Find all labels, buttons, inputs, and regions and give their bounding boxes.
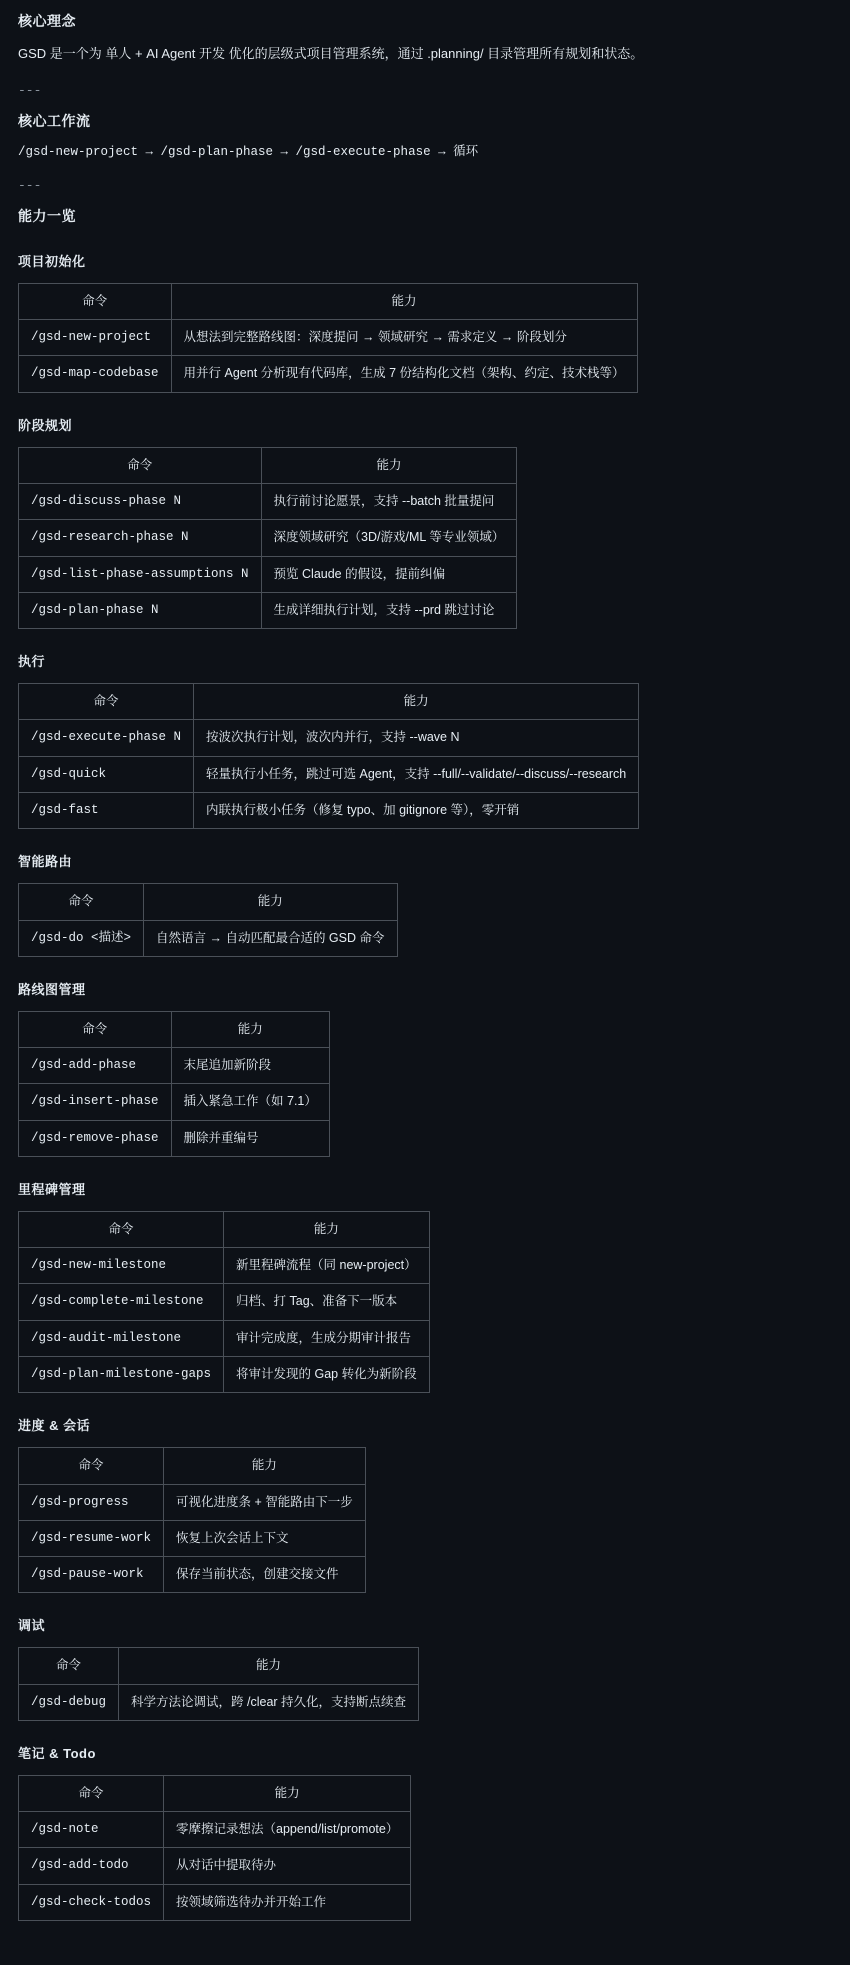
capability-cell: 按领域筛选待办并开始工作 <box>164 1884 411 1920</box>
capability-cell: 可视化进度条 + 智能路由下一步 <box>164 1484 366 1520</box>
command-cell[interactable]: /gsd-new-milestone <box>19 1248 224 1284</box>
command-cell[interactable]: /gsd-check-todos <box>19 1884 164 1920</box>
core-concept-heading: 核心理念 <box>18 13 76 29</box>
table-row <box>19 1284 430 1320</box>
section-heading: 路线图管理 <box>18 981 86 997</box>
command-cell[interactable]: /gsd-do <描述> <box>19 920 144 956</box>
command-cell[interactable]: /gsd-fast <box>19 792 194 828</box>
command-table <box>18 447 517 629</box>
column-header-capability: 能力 <box>164 1448 366 1484</box>
command-cell[interactable]: /gsd-remove-phase <box>19 1120 172 1156</box>
command-cell[interactable]: /gsd-note <box>19 1812 164 1848</box>
core-flow-text: /gsd-new-project → /gsd-plan-phase → /gsd-execute-phase → 循环 <box>18 144 479 159</box>
section-heading: 项目初始化 <box>18 253 86 269</box>
table-header-row <box>19 684 639 720</box>
table-row <box>19 1812 411 1848</box>
table-row <box>19 1848 411 1884</box>
capability-cell: 生成详细执行计划，支持 --prd 跳过讨论 <box>261 592 517 628</box>
column-header-command: 命令 <box>19 1448 164 1484</box>
column-header-capability: 能力 <box>144 884 397 920</box>
table-row <box>19 320 638 356</box>
table-row <box>19 720 639 756</box>
capability-cell: 从对话中提取待办 <box>164 1848 411 1884</box>
command-cell[interactable]: /gsd-research-phase N <box>19 520 262 556</box>
capability-cell: 预览 Claude 的假设，提前纠偏 <box>261 556 517 592</box>
table-row <box>19 1684 419 1720</box>
column-header-capability: 能力 <box>224 1211 430 1247</box>
capability-cell: 内联执行极小任务（修复 typo、加 gitignore 等），零开销 <box>194 792 639 828</box>
command-table <box>18 1775 411 1921</box>
column-header-command: 命令 <box>19 1011 172 1047</box>
table-row <box>19 1484 366 1520</box>
capability-cell: 执行前讨论愿景，支持 --batch 批量提问 <box>261 484 517 520</box>
capability-cell: 轻量执行小任务，跳过可选 Agent，支持 --full/--validate/--discuss/--research <box>194 756 639 792</box>
command-cell[interactable]: /gsd-quick <box>19 756 194 792</box>
command-cell[interactable]: /gsd-audit-milestone <box>19 1320 224 1356</box>
sections-container <box>18 251 832 1921</box>
table-row <box>19 792 639 828</box>
core-concept-text: GSD 是一个为 单人 + AI Agent 开发 优化的层级式项目管理系统，通过 .planning/ 目录管理所有规划和状态。 <box>18 45 644 61</box>
column-header-command: 命令 <box>19 1775 164 1811</box>
table-header-row <box>19 447 517 483</box>
command-cell[interactable]: /gsd-insert-phase <box>19 1084 172 1120</box>
command-cell[interactable]: /gsd-plan-phase N <box>19 592 262 628</box>
column-header-capability: 能力 <box>119 1648 419 1684</box>
column-header-command: 命令 <box>19 684 194 720</box>
capability-cell: 新里程碑流程（同 new-project） <box>224 1248 430 1284</box>
section-heading: 执行 <box>18 654 46 670</box>
command-cell[interactable]: /gsd-add-todo <box>19 1848 164 1884</box>
table-header-row <box>19 1011 330 1047</box>
capability-cell: 恢复上次会话上下文 <box>164 1520 366 1556</box>
section-heading: 阶段规划 <box>18 417 73 433</box>
table-row <box>19 1048 330 1084</box>
table-row <box>19 556 517 592</box>
section-heading: 调试 <box>18 1618 46 1634</box>
command-table <box>18 883 398 957</box>
command-cell[interactable]: /gsd-map-codebase <box>19 356 172 392</box>
table-row <box>19 1248 430 1284</box>
section-heading: 里程碑管理 <box>18 1181 86 1197</box>
table-row <box>19 756 639 792</box>
divider-1: --- <box>18 82 42 98</box>
command-cell[interactable]: /gsd-add-phase <box>19 1048 172 1084</box>
command-table <box>18 1011 330 1157</box>
capability-cell: 按波次执行计划，波次内并行，支持 --wave N <box>194 720 639 756</box>
core-flow-heading: 核心工作流 <box>18 112 91 129</box>
column-header-command: 命令 <box>19 447 262 483</box>
command-cell[interactable]: /gsd-resume-work <box>19 1520 164 1556</box>
section-heading: 进度 & 会话 <box>18 1418 91 1434</box>
command-table <box>18 1647 419 1721</box>
capability-cell: 深度领域研究（3D/游戏/ML 等专业领域） <box>261 520 517 556</box>
capability-cell: 末尾追加新阶段 <box>171 1048 329 1084</box>
command-cell[interactable]: /gsd-debug <box>19 1684 119 1720</box>
command-cell[interactable]: /gsd-complete-milestone <box>19 1284 224 1320</box>
capability-cell: 插入紧急工作（如 7.1） <box>171 1084 329 1120</box>
table-header-row <box>19 884 398 920</box>
table-row <box>19 1320 430 1356</box>
command-table <box>18 1211 430 1393</box>
table-header-row <box>19 1211 430 1247</box>
table-row <box>19 592 517 628</box>
table-row <box>19 356 638 392</box>
capability-cell: 审计完成度，生成分期审计报告 <box>224 1320 430 1356</box>
capability-cell: 零摩擦记录想法（append/list/promote） <box>164 1812 411 1848</box>
column-header-command: 命令 <box>19 283 172 319</box>
table-header-row <box>19 1775 411 1811</box>
table-header-row <box>19 283 638 319</box>
table-row <box>19 1884 411 1920</box>
table-header-row <box>19 1648 419 1684</box>
table-row <box>19 1084 330 1120</box>
capability-cell: 归档、打 Tag、准备下一版本 <box>224 1284 430 1320</box>
column-header-capability: 能力 <box>194 684 639 720</box>
capabilities-heading: 能力一览 <box>18 208 76 225</box>
column-header-command: 命令 <box>19 884 144 920</box>
divider-2: --- <box>18 177 42 193</box>
command-cell[interactable]: /gsd-plan-milestone-gaps <box>19 1356 224 1392</box>
command-cell[interactable]: /gsd-discuss-phase N <box>19 484 262 520</box>
command-cell[interactable]: /gsd-progress <box>19 1484 164 1520</box>
table-row <box>19 520 517 556</box>
command-cell[interactable]: /gsd-list-phase-assumptions N <box>19 556 262 592</box>
column-header-command: 命令 <box>19 1648 119 1684</box>
table-row <box>19 1120 330 1156</box>
command-cell[interactable]: /gsd-execute-phase N <box>19 720 194 756</box>
capability-cell: 科学方法论调试，跨 /clear 持久化，支持断点续查 <box>119 1684 419 1720</box>
command-table <box>18 283 638 393</box>
column-header-capability: 能力 <box>171 1011 329 1047</box>
column-header-capability: 能力 <box>261 447 517 483</box>
table-row <box>19 1520 366 1556</box>
table-row <box>19 1557 366 1593</box>
capability-cell: 保存当前状态，创建交接文件 <box>164 1557 366 1593</box>
command-table <box>18 683 639 829</box>
table-header-row <box>19 1448 366 1484</box>
command-cell[interactable]: /gsd-new-project <box>19 320 172 356</box>
capability-cell: 将审计发现的 Gap 转化为新阶段 <box>224 1356 430 1392</box>
command-cell[interactable]: /gsd-pause-work <box>19 1557 164 1593</box>
section-heading: 智能路由 <box>18 854 73 870</box>
capability-cell: 从想法到完整路线图：深度提问 → 领域研究 → 需求定义 → 阶段划分 <box>171 320 637 356</box>
capability-cell: 自然语言 → 自动匹配最合适的 GSD 命令 <box>144 920 397 956</box>
capability-cell: 用并行 Agent 分析现有代码库，生成 7 份结构化文档（架构、约定、技术栈等） <box>171 356 637 392</box>
table-row <box>19 1356 430 1392</box>
table-row <box>19 920 398 956</box>
command-table <box>18 1447 366 1593</box>
column-header-command: 命令 <box>19 1211 224 1247</box>
capability-cell: 删除并重编号 <box>171 1120 329 1156</box>
column-header-capability: 能力 <box>164 1775 411 1811</box>
column-header-capability: 能力 <box>171 283 637 319</box>
section-heading: 笔记 & Todo <box>18 1745 96 1761</box>
table-row <box>19 484 517 520</box>
